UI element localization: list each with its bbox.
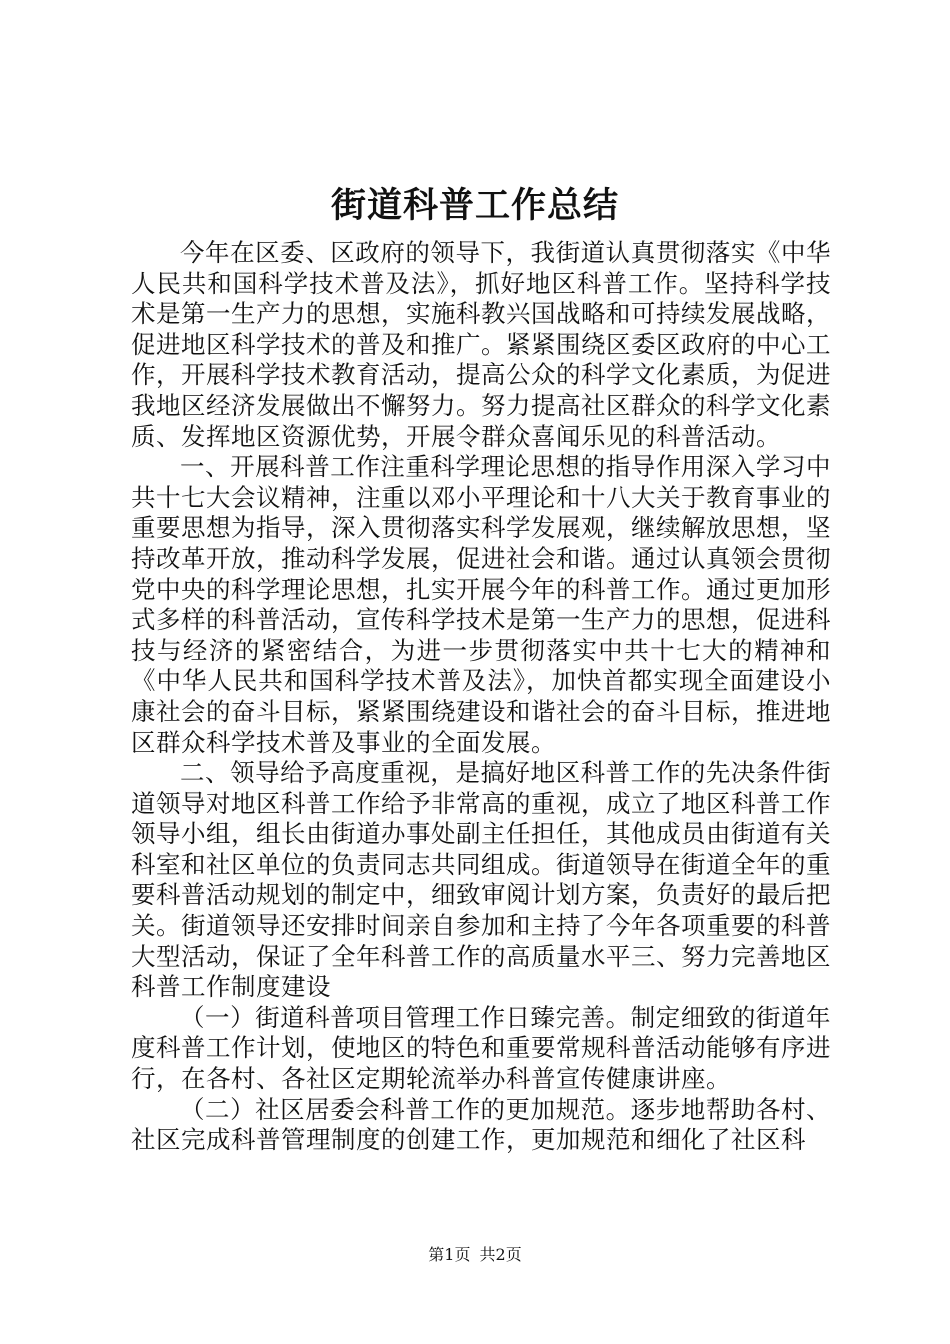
page-total: 共2页 [479, 1245, 522, 1264]
page-number: 第1页 [428, 1245, 471, 1264]
paragraph-section-1: 一、开展科普工作注重科学理论思想的指导作用深入学习中共十七大会议精神，注重以邓小平理论和十八大关于教育事业的重要思想为指导，深入贯彻落实科学发展观，继续解放思想，坚持改革开放，推动科学发展，促进社会和谐。通过认真领会贯彻党中央的科学理论思想，扎实开展今年的科普工作。通过更加形式多样的科普活动，宣传科学技术是第一生产力的思想，促进科技与经济的紧密结合，为进一步贯彻落实中共十七大的精神和《中华人民共和国科学技术普及法》，加快首都实现全面建设小康社会的奋斗目标，紧紧围绕建设和谐社会的奋斗目标，推进地区群众科学技术普及事业的全面发展。 [131, 452, 831, 757]
paragraph-intro: 今年在区委、区政府的领导下，我街道认真贯彻落实《中华人民共和国科学技术普及法》，抓好地区科普工作。坚持科学技术是第一生产力的思想，实施科教兴国战略和可持续发展战略，促进地区科学技术的普及和推广。紧紧围绕区委区政府的中心工作，开展科学技术教育活动，提高公众的科学文化素质，为促进我地区经济发展做出不懈努力。努力提高社区群众的科学文化素质、发挥地区资源优势，开展令群众喜闻乐见的科普活动。 [131, 238, 831, 451]
paragraph-section-2: 二、领导给予高度重视，是搞好地区科普工作的先决条件街道领导对地区科普工作给予非常高的重视，成立了地区科普工作领导小组，组长由街道办事处副主任担任，其他成员由街道有关科室和社区单位的负责同志共同组成。街道领导在街道全年的重要科普活动规划的制定中，细致审阅计划方案，负责好的最后把关。街道领导还安排时间亲自参加和主持了今年各项重要的科普大型活动，保证了全年科普工作的高质量水平三、努力完善地区科普工作制度建设 [131, 758, 831, 1002]
paragraph-subsection-1: （一）街道科普项目管理工作日臻完善。制定细致的街道年度科普工作计划，使地区的特色和重要常规科普活动能够有序进行，在各村、各社区定期轮流举办科普宣传健康讲座。 [131, 1002, 831, 1094]
page-footer [0, 1244, 950, 1266]
document-title: 街道科普工作总结 [330, 185, 619, 226]
paragraph-subsection-2: （二）社区居委会科普工作的更加规范。逐步地帮助各村、社区完成科普管理制度的创建工作，更加规范和细化了社区科 [131, 1094, 831, 1155]
document-body [131, 238, 831, 1156]
